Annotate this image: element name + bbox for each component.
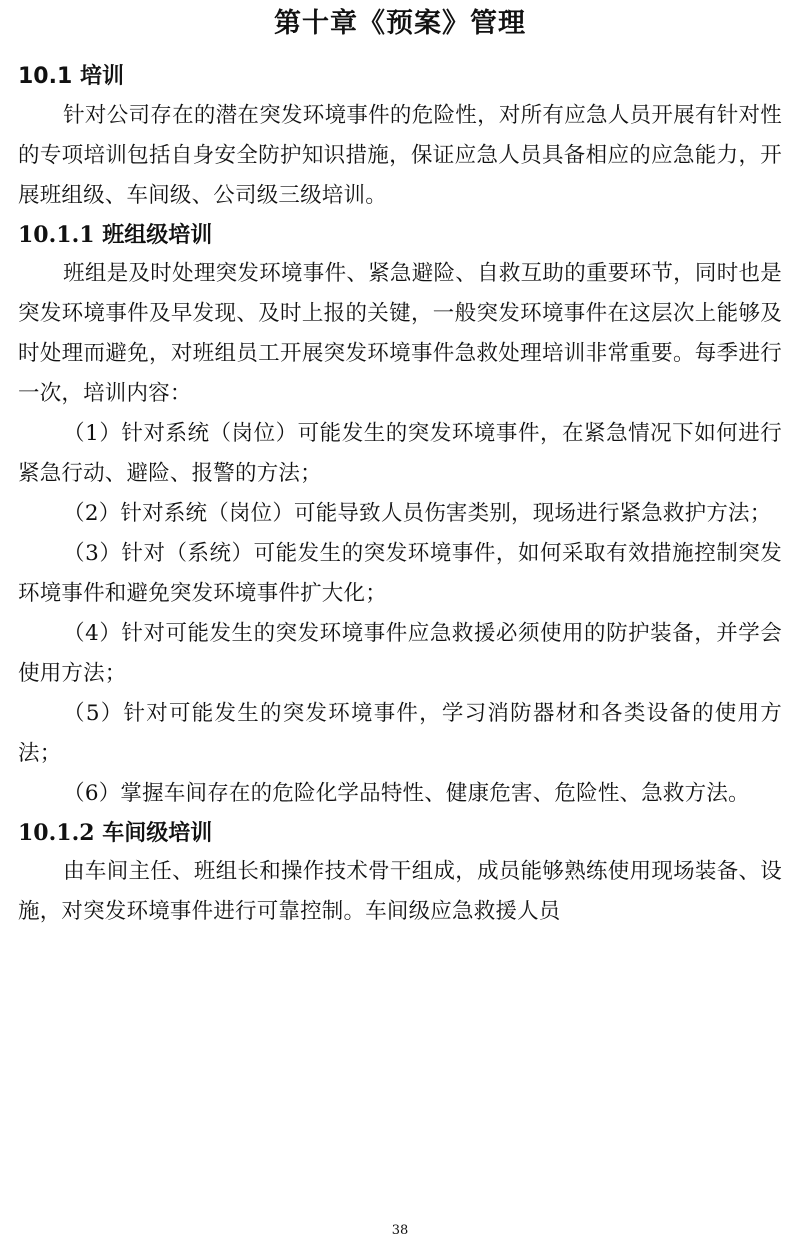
subsection-heading-workshop: 10.1.2 车间级培训: [18, 820, 213, 846]
training-item-5: （5）针对可能发生的突发环境事件，学习消防器材和各类设备的使用方法；: [18, 701, 782, 766]
document-body: [18, 58, 782, 932]
subsection-paragraph-workshop: 由车间主任、班组长和操作技术骨干组成，成员能够熟练使用现场装备、设施，对突发环境事件进行可靠控制。车间级应急救援人员: [18, 859, 782, 924]
training-item-3: （3）针对（系统）可能发生的突发环境事件，如何采取有效措施控制突发环境事件和避免突发环境事件扩大化；: [18, 541, 782, 606]
training-item-1: （1）针对系统（岗位）可能发生的突发环境事件，在紧急情况下如何进行紧急行动、避险、报警的方法；: [18, 421, 782, 486]
intro-paragraph: 针对公司存在的潜在突发环境事件的危险性，对所有应急人员开展有针对性的专项培训包括自身安全防护知识措施，保证应急人员具备相应的应急能力，开展班组级、车间级、公司级三级培训。: [18, 103, 782, 208]
subsection-heading-team: 10.1.1 班组级培训: [18, 222, 213, 248]
training-item-4: （4）针对可能发生的突发环境事件应急救援必须使用的防护装备，并学会使用方法；: [18, 621, 782, 686]
training-item-6: （6）掌握车间存在的危险化学品特性、健康危害、危险性、急救方法。: [63, 781, 750, 806]
training-item-2: （2）针对系统（岗位）可能导致人员伤害类别，现场进行紧急救护方法；: [63, 501, 772, 526]
section-heading: 10.1 培训: [18, 64, 124, 89]
page-number: 38: [391, 1223, 409, 1238]
chapter-title: 第十章《预案》管理: [274, 8, 526, 39]
subsection-paragraph-team: 班组是及时处理突发环境事件、紧急避险、自救互助的重要环节，同时也是突发环境事件及早发现、及时上报的关键，一般突发环境事件在这层次上能够及时处理而避免，对班组员工开展突发环境事件急救处理培训非常重要。每季进行一次，培训内容：: [18, 261, 782, 406]
